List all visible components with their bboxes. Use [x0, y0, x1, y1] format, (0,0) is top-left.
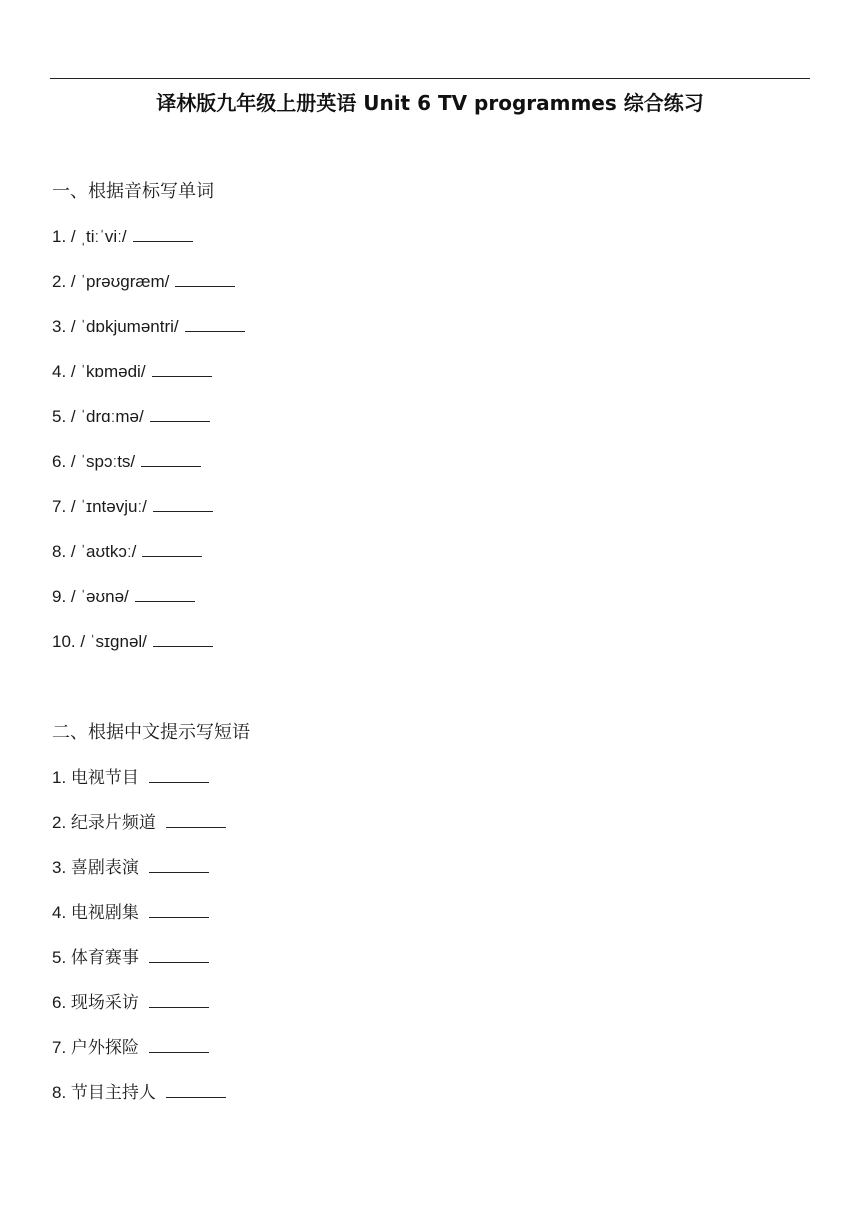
question-number: 6. — [52, 452, 67, 471]
question-item — [52, 856, 792, 880]
phonetic-prompt: / ˈdrɑːmə/ — [70, 407, 144, 426]
answer-blank[interactable] — [152, 360, 212, 377]
phonetic-prompt: / ˌtiːˈviː/ — [70, 227, 127, 246]
question-item — [52, 630, 792, 654]
answer-blank[interactable] — [141, 450, 201, 467]
question-number: 1. — [52, 768, 67, 787]
question-item — [52, 766, 792, 790]
chinese-prompt: 户外探险 — [70, 1038, 139, 1058]
answer-blank[interactable] — [166, 811, 226, 828]
question-list — [52, 766, 792, 1105]
answer-blank[interactable] — [133, 225, 193, 242]
answer-blank[interactable] — [166, 1081, 226, 1098]
phonetic-prompt: / ˈspɔːts/ — [70, 452, 136, 471]
question-item — [52, 360, 792, 384]
question-item — [52, 991, 792, 1015]
chinese-prompt: 现场采访 — [70, 993, 139, 1013]
chinese-prompt: 节目主持人 — [70, 1083, 156, 1103]
phonetic-prompt: / ˈkɒmədi/ — [70, 362, 146, 381]
question-number: 9. — [52, 587, 67, 606]
question-number: 5. — [52, 407, 67, 426]
answer-blank[interactable] — [149, 1036, 209, 1053]
question-item — [52, 405, 792, 429]
answer-blank[interactable] — [153, 495, 213, 512]
phonetic-prompt: / ˈəʊnə/ — [70, 587, 129, 606]
chinese-prompt: 体育赛事 — [70, 948, 139, 968]
answer-blank[interactable] — [175, 270, 235, 287]
question-item — [52, 495, 792, 519]
chinese-prompt: 电视剧集 — [70, 903, 139, 923]
question-item — [52, 946, 792, 970]
question-item — [52, 315, 792, 339]
document-title: 译林版九年级上册英语 Unit 6 TV programmes 综合练习 — [156, 91, 704, 115]
answer-blank[interactable] — [149, 901, 209, 918]
question-number: 8. — [52, 542, 67, 561]
section-heading: 一、根据音标写单词 — [52, 181, 214, 202]
question-number: 1. — [52, 227, 67, 246]
question-number: 4. — [52, 903, 67, 922]
answer-blank[interactable] — [149, 766, 209, 783]
section-heading: 二、根据中文提示写短语 — [52, 722, 250, 743]
answer-blank[interactable] — [135, 585, 195, 602]
phonetic-prompt: / ˈɪntəvjuː/ — [70, 497, 147, 516]
question-number: 5. — [52, 948, 67, 967]
question-number: 3. — [52, 317, 67, 336]
question-item — [52, 540, 792, 564]
chinese-prompt: 电视节目 — [70, 768, 139, 788]
question-number: 2. — [52, 272, 67, 291]
question-item — [52, 811, 792, 835]
phonetic-prompt: / ˈaʊtkɔː/ — [70, 542, 137, 561]
question-list — [52, 225, 792, 654]
header-rule — [50, 78, 810, 79]
answer-blank[interactable] — [149, 856, 209, 873]
question-number: 10. — [52, 632, 76, 651]
question-number: 6. — [52, 993, 67, 1012]
answer-blank[interactable] — [150, 405, 210, 422]
question-item — [52, 1081, 792, 1105]
question-item — [52, 225, 792, 249]
question-number: 8. — [52, 1083, 67, 1102]
answer-blank[interactable] — [185, 315, 245, 332]
chinese-prompt: 纪录片频道 — [70, 813, 156, 833]
question-item — [52, 585, 792, 609]
answer-blank[interactable] — [149, 991, 209, 1008]
question-number: 7. — [52, 497, 67, 516]
section-chinese-to-phrase — [52, 721, 792, 1126]
phonetic-prompt: / ˈsɪɡnəl/ — [80, 632, 147, 651]
question-number: 2. — [52, 813, 67, 832]
question-item — [52, 1036, 792, 1060]
question-item — [52, 450, 792, 474]
answer-blank[interactable] — [153, 630, 213, 647]
question-item — [52, 901, 792, 925]
question-number: 4. — [52, 362, 67, 381]
section-phonetic-to-word — [52, 180, 792, 675]
answer-blank[interactable] — [142, 540, 202, 557]
chinese-prompt: 喜剧表演 — [70, 858, 139, 878]
question-item — [52, 270, 792, 294]
phonetic-prompt: / ˈprəʊɡræm/ — [70, 272, 170, 291]
question-number: 7. — [52, 1038, 67, 1057]
phonetic-prompt: / ˈdɒkjuməntri/ — [70, 317, 179, 336]
question-number: 3. — [52, 858, 67, 877]
answer-blank[interactable] — [149, 946, 209, 963]
